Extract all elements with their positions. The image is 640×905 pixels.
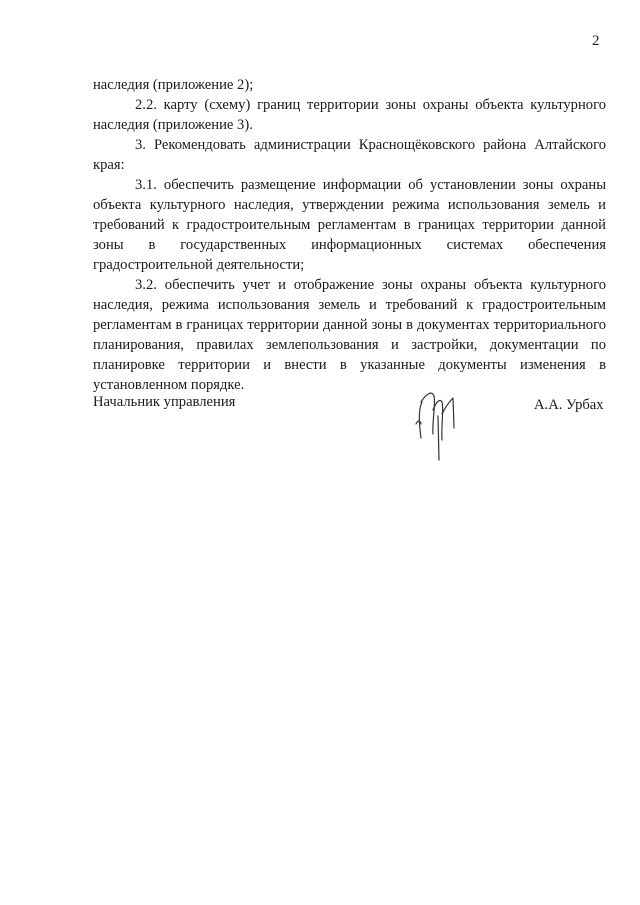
paragraph: 2.2. карту (схему) границ территории зоны охраны объекта культурного наследия (приложение 3). (93, 97, 606, 133)
paragraph: 3. Рекомендовать администрации Краснощёковского района Алтайского края: (93, 137, 606, 173)
signatory-name: А.А. Урбах (534, 397, 604, 413)
document-body (93, 75, 606, 395)
paragraph: 3.2. обеспечить учет и отображение зоны охраны объекта культурного наследия, режима использования земель и требований к градостроительным регламентам в границах территории данной зоны в документах территориального планирования, правилах землепользования и застройки, документации по планировке территории и внести в указанные документы изменения в установленном порядке. (93, 277, 606, 393)
handwritten-signature (412, 380, 468, 462)
paragraph: 3.1. обеспечить размещение информации об установлении зоны охраны объекта культурного наследия, утверждении режима использования земель и требований к градостроительным регламентам в границах территории данной зоны в государственных информационных системах обеспечения градостроительной деятельности; (93, 177, 606, 273)
paragraph: наследия (приложение 2); (93, 77, 254, 93)
signatory-title: Начальник управления (93, 394, 236, 410)
page-number: 2 (592, 33, 600, 49)
